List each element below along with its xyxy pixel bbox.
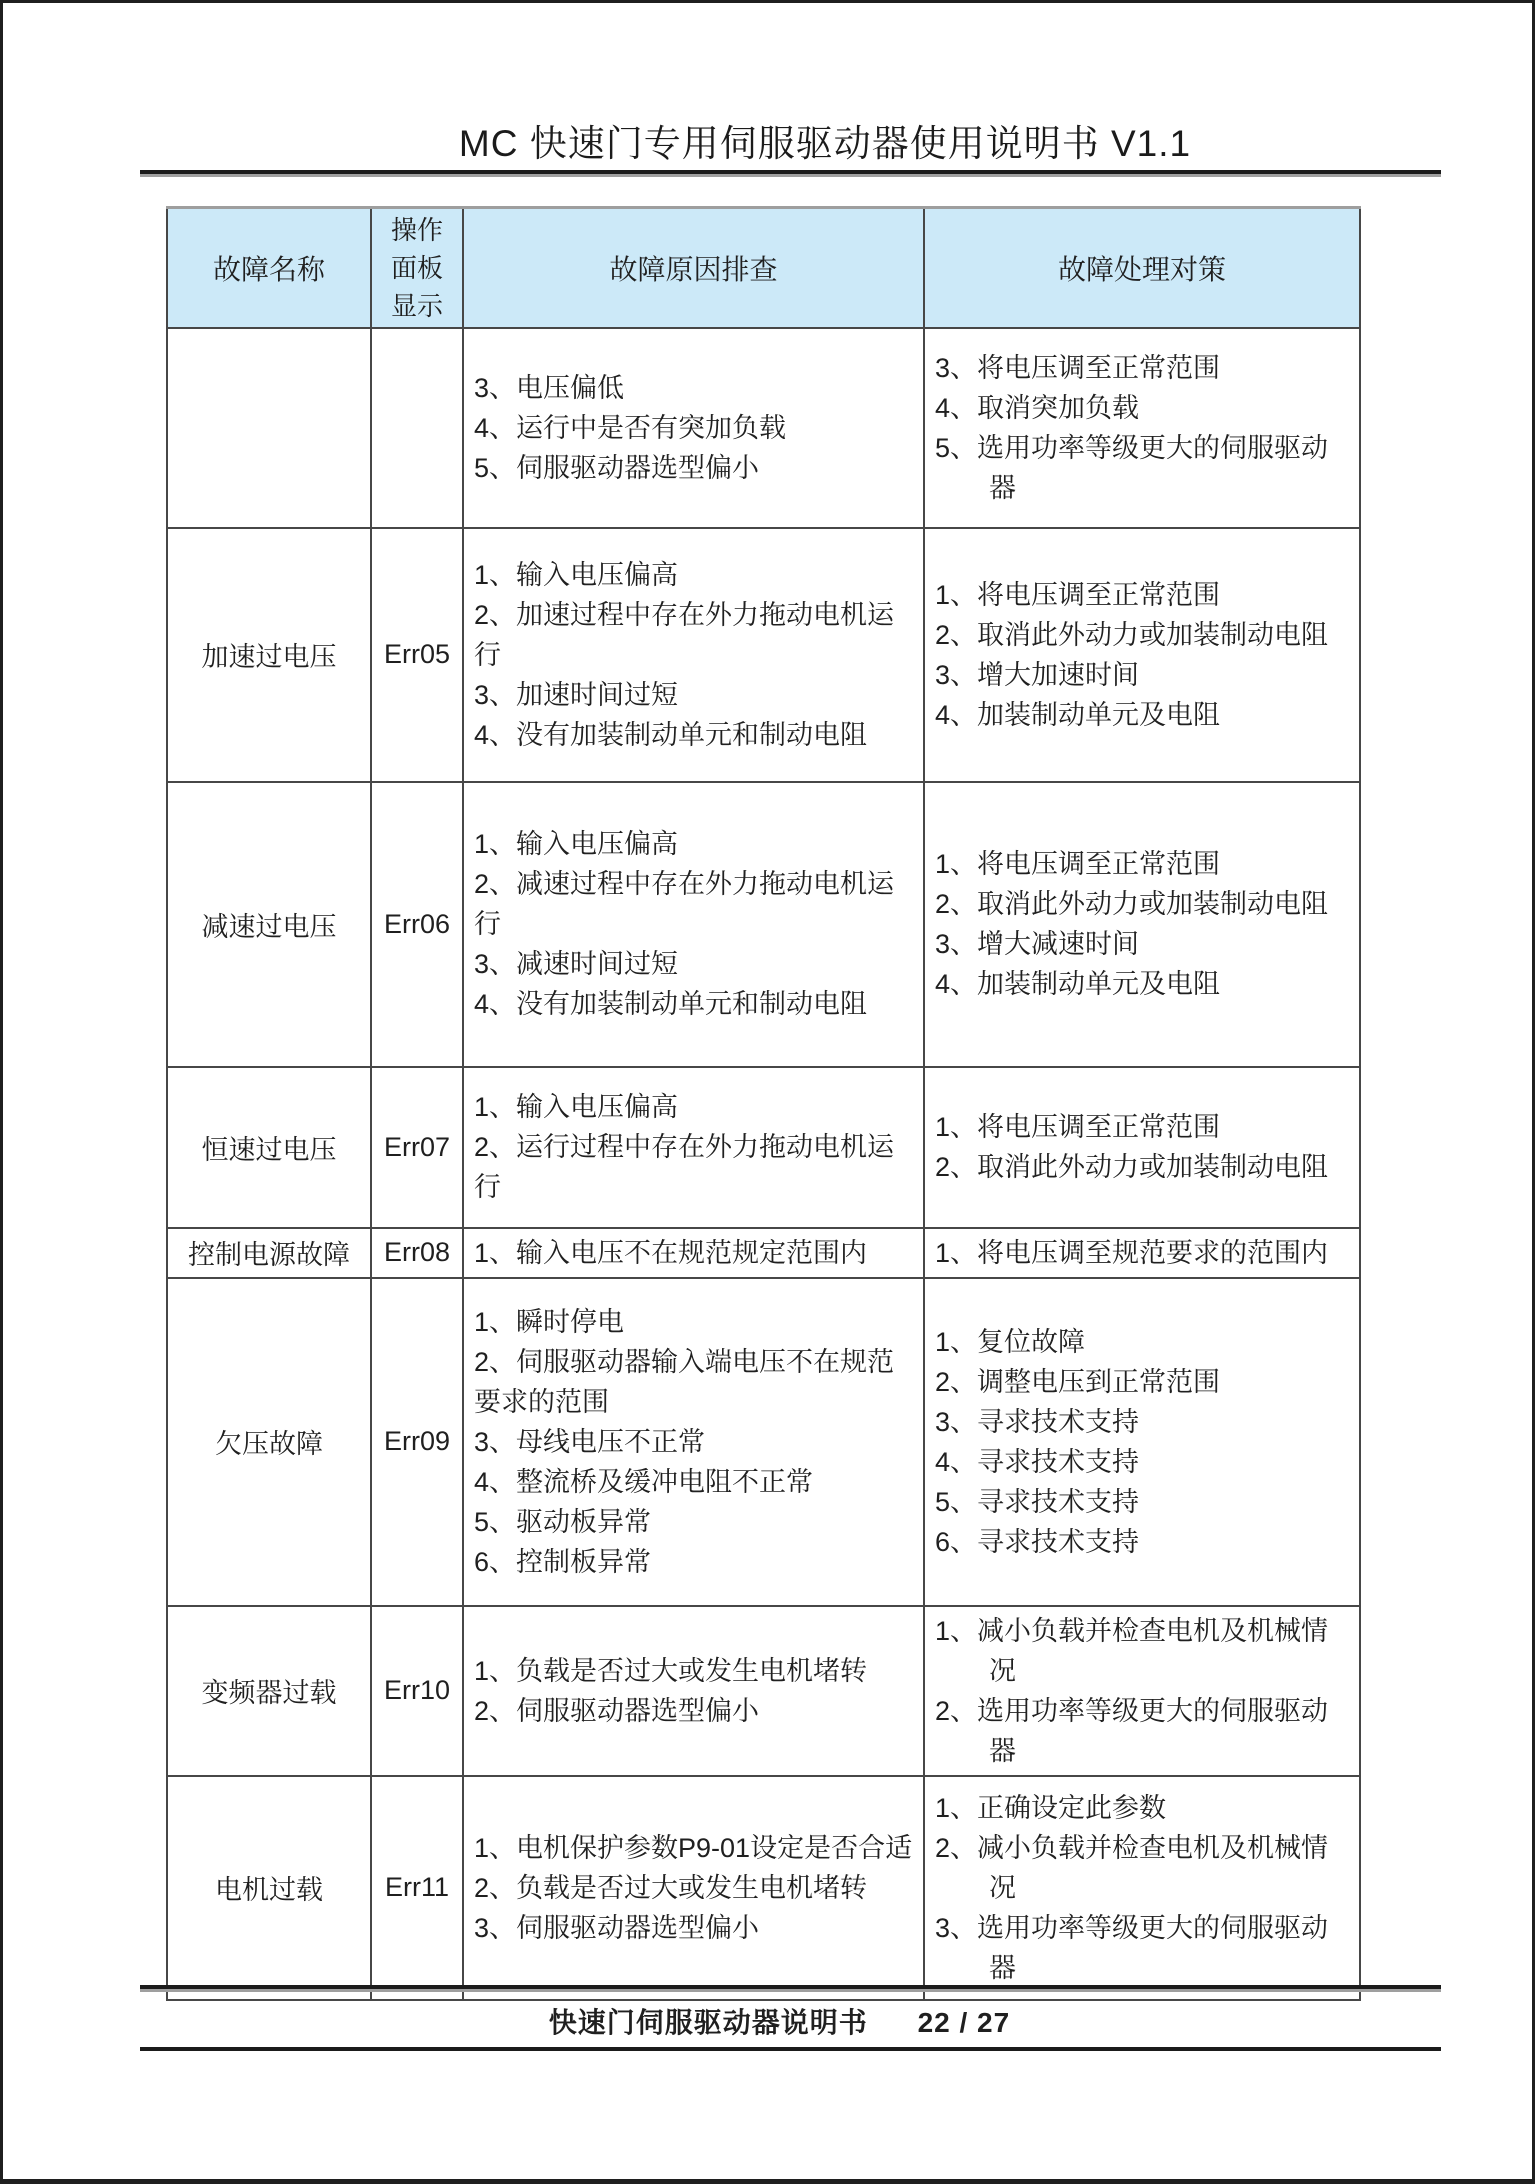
cause-list-cell (463, 1278, 924, 1606)
action-item: 4、取消突加负载 (935, 392, 1140, 423)
fault-row-Err11 (167, 1776, 1360, 2000)
action-list (925, 840, 1359, 1008)
page-header (3, 113, 1532, 167)
action-item: 2、取消此外动力或加装制动电阻 (935, 619, 1329, 650)
action-list (925, 344, 1359, 512)
action-item: 4、寻求技术支持 (935, 1446, 1140, 1477)
fault-name-cell: 控制电源故障 (167, 1228, 371, 1278)
action-item: 2、调整电压到正常范围 (935, 1366, 1221, 1397)
action-item: 1、正确设定此参数 (935, 1792, 1167, 1823)
action-list-cell (924, 1606, 1360, 1776)
cause-item: 3、减速时间过短 (474, 949, 679, 979)
action-item: 1、将电压调至正常范围 (935, 849, 1221, 879)
fault-name-cell: 变频器过载 (167, 1606, 371, 1776)
panel-display-code: Err08 (371, 1228, 463, 1278)
fault-row-continued (167, 328, 1360, 528)
action-item: 1、减小负载并检查电机及机械情况 (935, 1615, 1329, 1686)
cause-item: 4、整流桥及缓冲电阻不正常 (474, 1466, 814, 1497)
cause-list (464, 1647, 923, 1735)
action-item: 2、减小负载并检查电机及机械情况 (935, 1832, 1329, 1903)
cause-item: 1、输入电压偏高 (474, 1092, 679, 1122)
fault-name-cell: 欠压故障 (167, 1278, 371, 1606)
action-item: 3、增大加速时间 (935, 659, 1140, 690)
cause-list-cell (463, 528, 924, 782)
cause-item: 4、没有加装制动单元和制动电阻 (474, 989, 868, 1019)
action-item: 5、选用功率等级更大的伺服驱动器 (935, 432, 1329, 503)
cause-list-cell (463, 1067, 924, 1228)
cause-list (464, 1229, 923, 1277)
table-header-row (167, 208, 1360, 328)
action-list (925, 1607, 1359, 1775)
fault-row-Err08 (167, 1228, 1360, 1278)
footer-divider-bottom (140, 2047, 1441, 2051)
action-item: 1、复位故障 (935, 1326, 1086, 1357)
cause-list (464, 1298, 923, 1586)
action-list-cell (924, 328, 1360, 528)
action-item: 3、选用功率等级更大的伺服驱动器 (935, 1912, 1329, 1983)
cause-item: 1、输入电压不在规范规定范围内 (474, 1237, 868, 1268)
panel-display-code: Err11 (371, 1776, 463, 2000)
action-list-cell (924, 1228, 1360, 1278)
cause-item: 1、瞬时停电 (474, 1306, 625, 1337)
cause-list-cell (463, 782, 924, 1067)
fault-name-cell: 加速过电压 (167, 528, 371, 782)
cause-list (464, 364, 923, 492)
header-action: 故障处理对策 (924, 208, 1360, 328)
action-item: 4、加装制动单元及电阻 (935, 969, 1221, 999)
cause-item: 5、伺服驱动器选型偏小 (474, 452, 760, 483)
cause-item: 1、负载是否过大或发生电机堵转 (474, 1655, 868, 1686)
cause-item: 1、输入电压偏高 (474, 559, 679, 590)
cause-list (464, 1083, 923, 1211)
fault-row-Err06 (167, 782, 1360, 1067)
panel-display-code: Err06 (371, 782, 463, 1067)
cause-list-cell (463, 1228, 924, 1278)
cause-list (464, 551, 923, 759)
action-item: 1、将电压调至规范要求的范围内 (935, 1237, 1329, 1268)
fault-name-cell (167, 328, 371, 528)
cause-list-cell (463, 1776, 924, 2000)
header-fault-name: 故障名称 (167, 208, 371, 328)
action-list-cell (924, 1067, 1360, 1228)
action-list (925, 1784, 1359, 1992)
fault-row-Err10 (167, 1606, 1360, 1776)
panel-display-code (371, 328, 463, 528)
cause-item: 2、伺服驱动器选型偏小 (474, 1695, 760, 1726)
cause-item: 5、驱动板异常 (474, 1506, 652, 1537)
action-list (925, 1103, 1359, 1191)
action-item: 2、取消此外动力或加装制动电阻 (935, 1152, 1329, 1182)
footer-divider-top (140, 1985, 1441, 1989)
fault-name-cell: 恒速过电压 (167, 1067, 371, 1228)
fault-name-cell: 减速过电压 (167, 782, 371, 1067)
action-item: 4、加装制动单元及电阻 (935, 699, 1221, 730)
cause-list-cell (463, 328, 924, 528)
action-item: 3、增大减速时间 (935, 929, 1140, 959)
panel-display-code: Err10 (371, 1606, 463, 1776)
header-panel-display-line3: 显示 (390, 290, 443, 321)
action-item: 6、寻求技术支持 (935, 1526, 1140, 1557)
action-item: 3、寻求技术支持 (935, 1406, 1140, 1437)
action-list-cell (924, 1776, 1360, 2000)
action-item: 1、将电压调至正常范围 (935, 1112, 1221, 1142)
page-footer (15, 2001, 1535, 2041)
fault-table (166, 206, 1361, 2001)
cause-list (464, 1824, 923, 1952)
cause-item: 2、减速过程中存在外力拖动电机运行 (474, 869, 895, 939)
fault-row-Err09 (167, 1278, 1360, 1606)
action-list (925, 1318, 1359, 1566)
action-list-cell (924, 528, 1360, 782)
footer-doc-name: 快速门伺服驱动器说明书 (548, 2007, 868, 2038)
cause-list-cell (463, 1606, 924, 1776)
header-panel-display (371, 208, 463, 328)
fault-row-Err05 (167, 528, 1360, 782)
cause-item: 6、控制板异常 (474, 1546, 652, 1577)
cause-item: 1、输入电压偏高 (474, 829, 679, 859)
action-list-cell (924, 1278, 1360, 1606)
cause-item: 3、母线电压不正常 (474, 1426, 706, 1457)
cause-item: 1、电机保护参数P9-01设定是否合适 (474, 1832, 913, 1863)
action-item: 5、寻求技术支持 (935, 1486, 1140, 1517)
cause-item: 3、电压偏低 (474, 372, 625, 403)
action-list (925, 571, 1359, 739)
page-title: MC 快速门专用伺服驱动器使用说明书 V1.1 (458, 123, 1192, 164)
cause-item: 3、伺服驱动器选型偏小 (474, 1912, 760, 1943)
footer-page-indicator: 22 / 27 (917, 2007, 1011, 2038)
action-list-cell (924, 782, 1360, 1067)
panel-display-code: Err07 (371, 1067, 463, 1228)
cause-item: 2、加速过程中存在外力拖动电机运行 (474, 599, 895, 670)
cause-item: 3、加速时间过短 (474, 679, 679, 710)
header-panel-display-line2: 面板 (390, 252, 443, 283)
panel-display-code: Err09 (371, 1278, 463, 1606)
cause-item: 2、运行过程中存在外力拖动电机运行 (474, 1132, 895, 1202)
cause-list (464, 820, 923, 1028)
action-item: 1、将电压调至正常范围 (935, 579, 1221, 610)
action-item: 2、选用功率等级更大的伺服驱动器 (935, 1695, 1329, 1766)
header-cause: 故障原因排查 (463, 208, 924, 328)
header-panel-display-line1: 操作 (390, 214, 443, 245)
cause-item: 2、伺服驱动器输入端电压不在规范要求的范围 (474, 1346, 895, 1417)
action-list (925, 1229, 1359, 1277)
cause-item: 4、没有加装制动单元和制动电阻 (474, 719, 868, 750)
title-divider (140, 170, 1441, 174)
action-item: 3、将电压调至正常范围 (935, 352, 1221, 383)
fault-name-cell: 电机过载 (167, 1776, 371, 2000)
panel-display-code: Err05 (371, 528, 463, 782)
action-item: 2、取消此外动力或加装制动电阻 (935, 889, 1329, 919)
cause-item: 2、负载是否过大或发生电机堵转 (474, 1872, 868, 1903)
fault-row-Err07 (167, 1067, 1360, 1228)
cause-item: 4、运行中是否有突加负载 (474, 412, 787, 443)
